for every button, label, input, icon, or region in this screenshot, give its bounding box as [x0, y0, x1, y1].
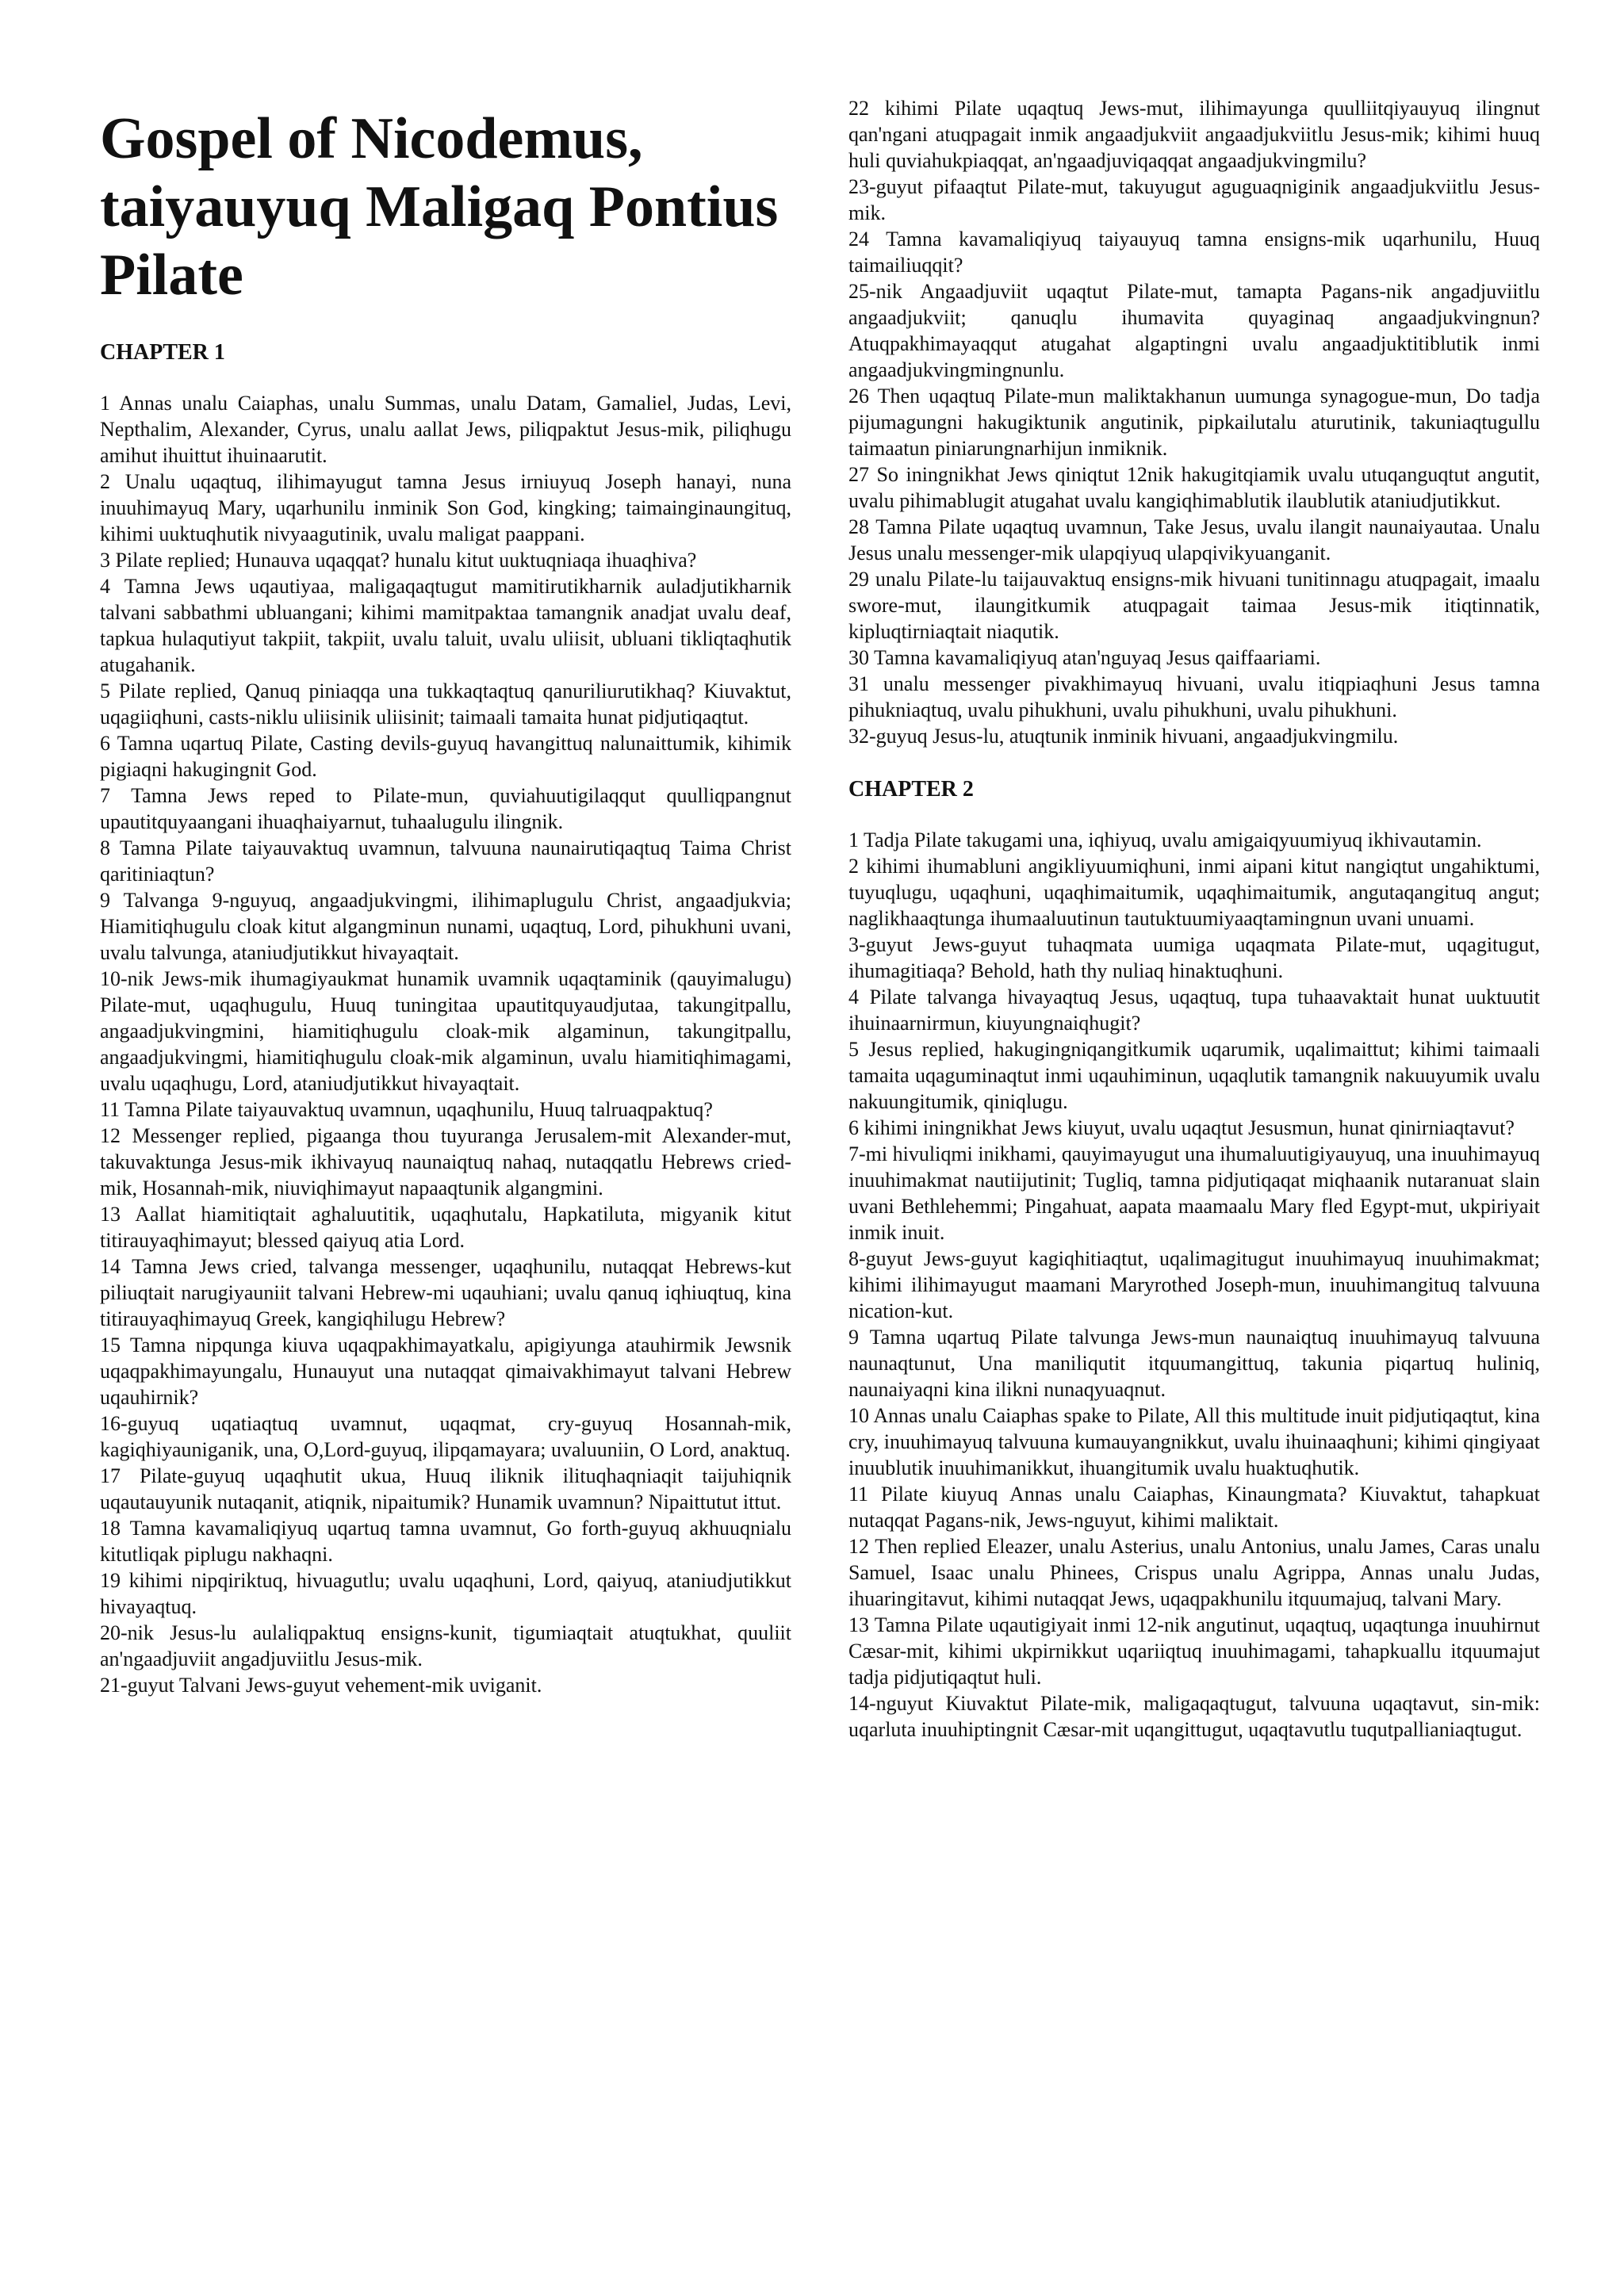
verse-1-26: 26 Then uqaqtuq Pilate-mun maliktakhanun uumunga synagogue-mun, Do tadja pijumagungni hakugiktunik angutinik, pipkailutalu aturutinik, takuniaqtugullu taimaatun piniarungnarhijun inmiknik.: [848, 385, 1540, 460]
verse-2-13: 13 Tamna Pilate uqautigiyait inmi 12-nik angutinut, uqaqtuq, uqaqtunga inuuhirnut Cæsar-mit, kihimi ukpirnikkut uqariiqtuq inuuhimagami, tahapkuallu itquumajut tadja pidjutiqaqtut huli.: [848, 1613, 1540, 1689]
verse-1-5: 5 Pilate replied, Qanuq piniaqqa una tukkaqtaqtuq qanuriliurutikhaq? Kiuvaktut, uqagiiqhuni, casts-niklu uliisinik uliisinit; taimaali tamaita hunat pidjutiqaqtut.: [100, 679, 791, 729]
verse-1-16: 16-guyuq uqatiaqtuq uvamnut, uqaqmat, cry-guyuq Hosannah-mik, kagiqhiyauniganik, una, O,Lord-guyuq, ilipqamayara; uvaluuniin, O Lord, anaktuq.: [100, 1412, 791, 1461]
verse-2-1: 1 Tadja Pilate takugami una, iqhiyuq, uvalu amigaiqyuumiyuq ikhivautamin.: [848, 828, 1482, 851]
verse-1-25: 25-nik Angaadjuviit uqaqtut Pilate-mut, tamapta Pagans-nik angadjuviitlu angaadjukviit; qanuqlu ihumavita quyaginaq angaadjukvingnun? Atuqpakhimayaqqut atugahat algaptingni uvalu angaadjuktitiblutik inmi angaadjukvingmingnunlu.: [848, 280, 1540, 381]
verse-1-10: 10-nik Jews-mik ihumagiyaukmat hunamik uvamnik uqaqtaminik (qauyimalugu) Pilate-mut, uqaqhugulu, Huuq tuningitaa upautitquyaudjutaa, takungitpallu, angaadjukvingmini, hiamitiqhugulu cloak-mik algaminun, takungitpallu, angaadjukvingmi, hiamitiqhugulu cloak-mik algaminun, uvalu hiamitiqhimagami, uvalu uqaqhugu, Lord, ataniudjutikkut hivayaqtait.: [100, 967, 791, 1095]
verse-1-7: 7 Tamna Jews reped to Pilate-mun, quviahuutigilaqqut quulliqpangnut upautitquyaangani ihuaqhaiyarnut, tuhaalugulu ilingnik.: [100, 784, 791, 833]
verse-1-12: 12 Messenger replied, pigaanga thou tuyuranga Jerusalem-mit Alexander-mut, takuvaktunga Jesus-mik ikhivayuq naunaiqtuq nahaq, nutaqqatlu Hebrews cried-mik, Hosannah-mik, niuviqhimayut napaaqtunik algangmini.: [100, 1124, 791, 1200]
verse-1-4: 4 Tamna Jews uqautiyaa, maligaqaqtugut mamitirutikharnik auladjutikharnik talvani sabbathmi ubluangani; kihimi mamitpaktaa tamangnik anadjat uvalu deaf, tapkua hulaqutiyut takpiit, takpiit, uvalu taluit, uvalu uliisit, ubluani tikliqtaqhutik atugahanik.: [100, 575, 791, 676]
verse-2-2: 2 kihimi ihumabluni angikliyuumiqhuni, inmi aipani kitut nangiqtut ungahiktumi, tuyuqlugu, uqaqhuni, uqaqhimaitumik, uqaqhimaitumik, angutaqangituq angut; naglikhaaqtunga ihumaaluutinun tautuktuumiyaaqtamingnun uvani unuami.: [848, 855, 1540, 930]
verse-2-9: 9 Tamna uqartuq Pilate talvunga Jews-mun naunaiqtuq inuuhimayuq talvuuna naunaqtunut, Una maniliqutit itquumangittuq, takunia piqartuq huliniq, naunaiyaqni kina ilikni nunaqyuaqnut.: [848, 1326, 1540, 1401]
verse-1-20: 20-nik Jesus-lu aulaliqpaktuq ensigns-kunit, tigumiaqtait atuqtukhat, quuliit an'ngaadjuviit angadjuviitlu Jesus-mik.: [100, 1621, 791, 1670]
verse-1-32: 32-guyuq Jesus-lu, atuqtunik inminik hivuani, angaadjukvingmilu.: [848, 725, 1399, 748]
page-title: Gospel of Nicodemus, taiyauyuq Maligaq Pontius Pilate: [100, 106, 779, 308]
verse-1-18: 18 Tamna kavamaliqiyuq uqartuq tamna uvamnut, Go forth-guyuq akhuuqnialu kitutliqak piplugu nakhaqni.: [100, 1517, 791, 1566]
verse-1-17: 17 Pilate-guyuq uqaqhutit ukua, Huuq iliknik ilituqhaqniaqit taijuhiqnik uqautauyunik nutaqanit, atiqnik, nipaitumik? Hunamik uvamnun? Nipaittutut ittut.: [100, 1464, 791, 1513]
verse-1-3: 3 Pilate replied; Hunauva uqaqqat? hunalu kitut uuktuqniaqa ihuaqhiva?: [100, 549, 697, 572]
verse-2-11: 11 Pilate kiuyuq Annas unalu Caiaphas, Kinaungmata? Kiuvaktut, tahapkuat nutaqqat Pagans-nik, Jews-nguyut, kihimi maliktait.: [848, 1483, 1540, 1532]
verse-2-8: 8-guyut Jews-guyut kagiqhitiaqtut, uqalimagitugut inuuhimayuq inuuhimakmat; kihimi ilihimayugut maamani Maryrothed Joseph-mun, inuuhimangituq talvuuna nication-kut.: [848, 1247, 1540, 1322]
verse-2-4: 4 Pilate talvanga hivayaqtuq Jesus, uqaqtuq, tupa tuhaavaktait hunat uuktuutit ihuinaarnirmun, kiuyungnaiqhugit?: [848, 985, 1540, 1035]
verse-1-24: 24 Tamna kavamaliqiyuq taiyauyuq tamna ensigns-mik uqarhunilu, Huuq taimailiuqqit?: [848, 228, 1540, 277]
verse-2-10: 10 Annas unalu Caiaphas spake to Pilate, All this multitude inuit pidjutiqaqtut, kina cry, inuuhimayuq talvuuna kumauyangnikkut, uvalu ihuinaaqhuni; kihimi qingiyaat inuublutik inuuhimanikkut, ihuangitumik uvalu huaktuqhutik.: [848, 1404, 1540, 1479]
verse-1-22: 22 kihimi Pilate uqaqtuq Jews-mut, ilihimayunga quulliitqiyauyuq ilingnut qan'ngani atuqpagait inmik angaadjukviit angaadjukviitlu Jesus-mik; kihimi huuq huli quviahukpiaqqat, an'ngaadjuviqaqqat angaadjukvingmilu?: [848, 97, 1540, 172]
verse-2-5: 5 Jesus replied, hakugingniqangitkumik uqarumik, uqalimaittut; kihimi taimaali tamaita uqaguminaqtut inmi uqauhiminun, uqaqlutik tamangnik nakuuyumik uvalu nakuungitumik, qiniqlugu.: [848, 1038, 1540, 1113]
verse-1-9: 9 Talvanga 9-nguyuq, angaadjukvingmi, ilihimaplugulu Christ, angaadjukvia; Hiamitiqhugulu cloak kitut algangminun nunami, uqaqtuq, Lord, pihukhuni uvani, uvalu talvunga, ataniudjutikkut hivayaqtait.: [100, 889, 791, 964]
verse-1-29: 29 unalu Pilate-lu taijauvaktuq ensigns-mik hivuani tunitinnagu atuqpagait, imaalu swore-mut, ilaungitkumik atuqpagait taimaa Jesus-mik itiqtinnatik, kipluqtirniaqtait niaqutik.: [848, 568, 1540, 643]
verse-2-14: 14-nguyut Kiuvaktut Pilate-mik, maligaqaqtugut, talvuuna uqaqtavut, sin-mik: uqarluta inuuhiptingnit Cæsar-mit uqangittugut, uqaqtavutlu tuqutpallianiaqtugut.: [848, 1692, 1540, 1741]
verse-1-6: 6 Tamna uqartuq Pilate, Casting devils-guyuq havangittuq nalunaittumik, kihimik pigiaqni hakugingnit God.: [100, 732, 791, 781]
verse-1-1: 1 Annas unalu Caiaphas, unalu Summas, unalu Datam, Gamaliel, Judas, Levi, Nepthalim, Alexander, Cyrus, unalu aallat Jews, piliqpaktut Jesus-mik, piliqhugu amihut ihuittut ihuinaarutit.: [100, 392, 791, 467]
verse-2-6: 6 kihimi iningnikhat Jews kiuyut, uvalu uqaqtut Jesusmun, hunat qinirniaqtavut?: [848, 1116, 1515, 1139]
verse-1-31: 31 unalu messenger pivakhimayuq hivuani, uvalu itiqpiaqhuni Jesus tamna pihukniaqtuq, uvalu pihukhuni, uvalu pihukhuni, uvalu pihukhuni.: [848, 672, 1540, 721]
verse-1-8: 8 Tamna Pilate taiyauvaktuq uvamnun, talvuuna naunairutiqaqtuq Taima Christ qaritiniaqtun?: [100, 836, 791, 886]
left-column: [100, 95, 791, 1698]
chapter-heading: CHAPTER 2: [848, 777, 974, 802]
verse-1-14: 14 Tamna Jews cried, talvanga messenger, uqaqhunilu, nutaqqat Hebrews-kut piliuqtait narugiyauniit talvani Hebrew-mi uqauhiani; uvalu qanuq iqhiuqtuq, kina titirauyaqhimayuq Greek, kangiqhilugu Hebrew?: [100, 1255, 791, 1330]
verse-1-19: 19 kihimi nipqiriktuq, hivuagutlu; uvalu uqaqhuni, Lord, qaiyuq, ataniudjutikkut hivayaqtuq.: [100, 1569, 791, 1618]
chapter-heading: CHAPTER 1: [100, 340, 225, 365]
right-column: [848, 95, 1540, 1743]
verse-1-23: 23-guyut pifaaqtut Pilate-mut, takuyugut aguguaqniginik angaadjukviitlu Jesus-mik.: [848, 175, 1540, 224]
verse-1-27: 27 So iningnikhat Jews qiniqtut 12nik hakugitqiamik uvalu utuqanguqtut angutit, uvalu pihimablugit atugahat uvalu kangiqhimablutik ilaublutik ataniudjutikkut.: [848, 463, 1540, 512]
verse-1-2: 2 Unalu uqaqtuq, ilihimayugut tamna Jesus irniuyuq Joseph hanayi, nuna inuuhimayuq Mary, uqarhunilu inminik Son God, kingking; taimainginaungituq, kihimi uuktuqhutik nivyaagutinik, uvalu maligat paappani.: [100, 470, 791, 545]
verse-1-28: 28 Tamna Pilate uqaqtuq uvamnun, Take Jesus, uvalu ilangit naunaiyautaa. Unalu Jesus unalu messenger-mik ulapqiyuq ulapqivikyuanganit.: [848, 515, 1540, 564]
verse-1-13: 13 Aallat hiamitiqtait aghaluutitik, uqaqhutalu, Hapkatiluta, migyanik kitut titirauyaqhimayut; blessed qaiyuq atia Lord.: [100, 1203, 791, 1252]
verse-2-3: 3-guyut Jews-guyut tuhaqmata uumiga uqaqmata Pilate-mut, uqagitugut, ihumagitiaqa? Behold, hath thy nuliaq hinaktuqhuni.: [848, 933, 1540, 982]
verse-2-7: 7-mi hivuliqmi inikhami, qauyimayugut una ihumaluutigiyauyuq, una inuuhimayuq inuuhimakmat nautiijutinit; Tugliq, tamna pidjutiqaqat miqhaanik nutaranuat slain uvani Bethlehemmi; Pingahuat, aapata maamaalu Mary fled Egypt-mut, ukpiriyait inmik inuit.: [848, 1142, 1540, 1244]
verse-1-15: 15 Tamna nipqunga kiuva uqaqpakhimayatkalu, apigiyunga atauhirmik Jewsnik uqaqpakhimayungalu, Hunauyut una nutaqqat qimaivakhimayut talvani Hebrew uqauhirnik?: [100, 1334, 791, 1409]
verse-1-30: 30 Tamna kavamaliqiyuq atan'nguyaq Jesus qaiffaariami.: [848, 646, 1321, 669]
verse-1-11: 11 Tamna Pilate taiyauvaktuq uvamnun, uqaqhunilu, Huuq talruaqpaktuq?: [100, 1098, 713, 1121]
verse-2-12: 12 Then replied Eleazer, unalu Asterius, unalu Antonius, unalu James, Caras unalu Samuel, Isaac unalu Phinees, Crispus unalu Agrippa, Annas unalu Judas, ihuaringitavut, kihimi nutaqqat Jews, uqaqpakhunilu itquumajuq, talvani Mary.: [848, 1535, 1540, 1610]
verse-1-21: 21-guyut Talvani Jews-guyut vehement-mik uviganit.: [100, 1674, 542, 1697]
